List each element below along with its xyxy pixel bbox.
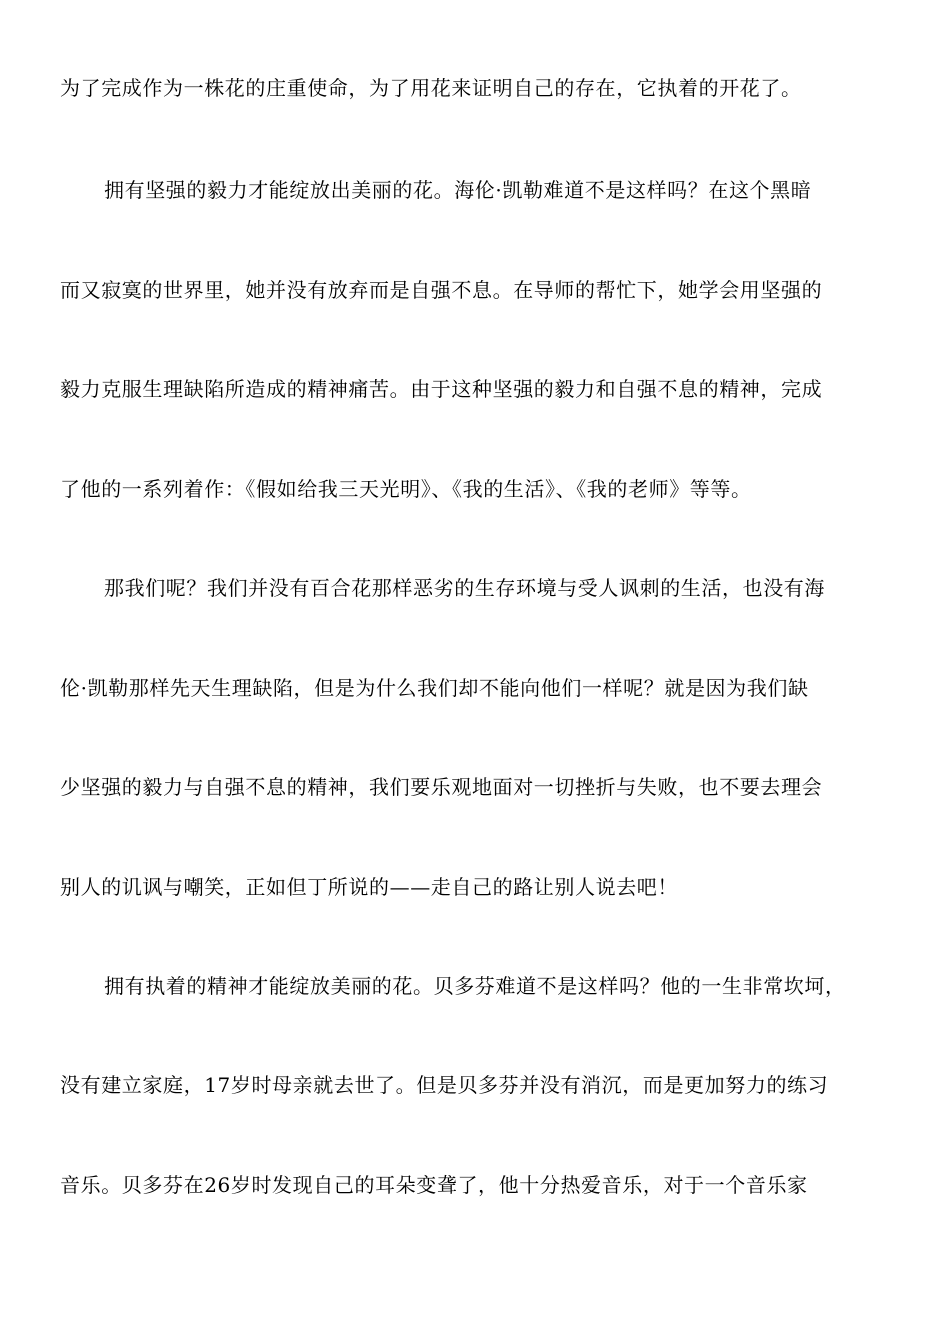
paragraph-line: 拥有坚强的毅力才能绽放出美丽的花。海伦·凯勒难道不是这样吗？在这个黑暗 [104, 178, 812, 202]
paragraph-line: 伦·凯勒那样先天生理缺陷，但是为什么我们却不能向他们一样呢？就是因为我们缺 [60, 676, 809, 700]
paragraph-line: 没有建立家庭，17岁时母亲就去世了。但是贝多芬并没有消沉，而是更加努力的练习 [60, 1073, 829, 1097]
paragraph-line: 毅力克服生理缺陷所造成的精神痛苦。由于这种坚强的毅力和自强不息的精神，完成 [60, 377, 823, 401]
paragraph-line: 为了完成作为一株花的庄重使命，为了用花来证明自己的存在，它执着的开花了。 [60, 76, 802, 100]
paragraph-line: 少坚强的毅力与自强不息的精神，我们要乐观地面对一切挫折与失败，也不要去理会 [60, 775, 823, 799]
paragraph-line: 别人的讥讽与嘲笑，正如但丁所说的——走自己的路让别人说去吧！ [60, 875, 678, 899]
paragraph-line: 而又寂寞的世界里，她并没有放弃而是自强不息。在导师的帮忙下，她学会用坚强的 [60, 278, 823, 302]
paragraph-line: 那我们呢？我们并没有百合花那样恶劣的生存环境与受人讽刺的生活，也没有海 [104, 576, 825, 600]
paragraph-line: 拥有执着的精神才能绽放美丽的花。贝多芬难道不是这样吗？他的一生非常坎坷， [104, 974, 846, 998]
paragraph-line: 音乐。贝多芬在26岁时发现自己的耳朵变聋了，他十分热爱音乐，对于一个音乐家 [60, 1173, 808, 1197]
paragraph-line: 了他的一系列着作：《假如给我三天光明》、《我的生活》、《我的老师》等等。 [60, 477, 752, 501]
